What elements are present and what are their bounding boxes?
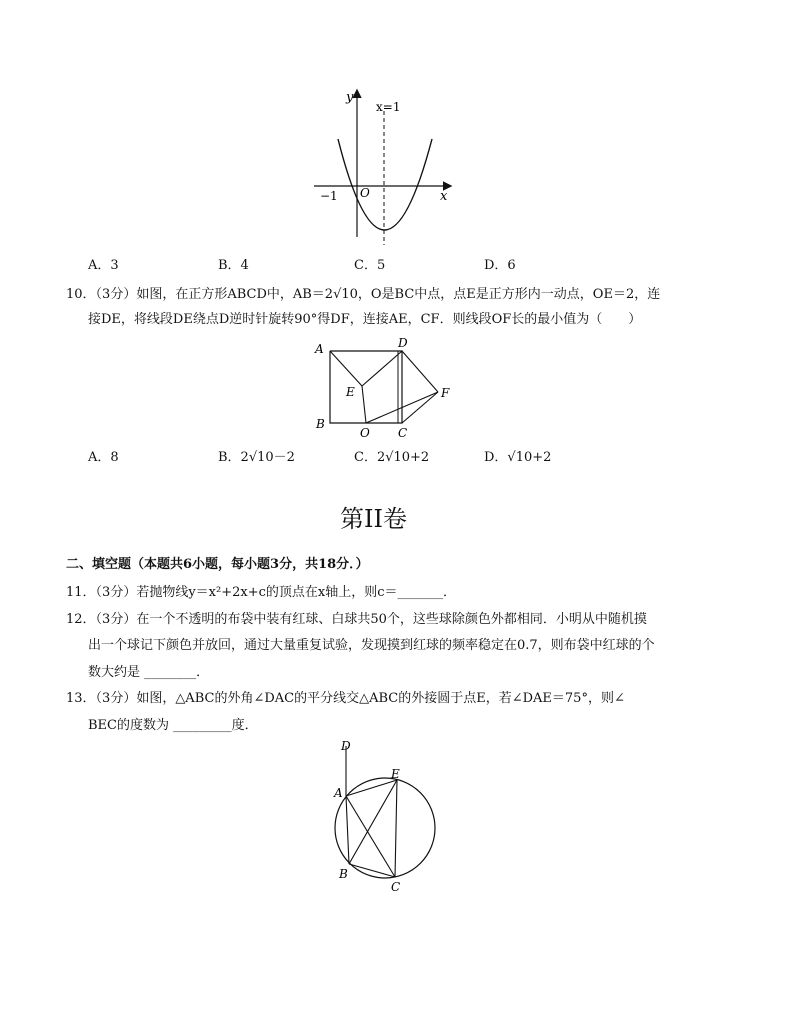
q10-option-c[interactable]: C．2√10+2: [354, 450, 430, 465]
parabola-curve: [338, 139, 432, 230]
q9-option-a[interactable]: A．3: [88, 258, 119, 273]
segment-ae: [330, 351, 362, 386]
q10-option-a[interactable]: A．8: [88, 450, 119, 465]
y-axis-label: y: [346, 90, 354, 105]
label-a: A: [334, 786, 343, 800]
q11-text: 11．（3分）若抛物线y＝x²+2x+c的顶点在x轴上，则c＝_______．: [66, 585, 456, 600]
q9-option-b[interactable]: B．4: [218, 258, 249, 273]
q9-option-c[interactable]: C．5: [354, 258, 386, 273]
label-f: F: [441, 386, 450, 400]
label-b: B: [339, 867, 348, 881]
q10-text-line1: 10．（3分）如图，在正方形ABCD中，AB＝2√10，O是BC中点，点E是正方形内一动点，OE＝2，连: [66, 287, 661, 302]
label-e: E: [391, 767, 400, 781]
segment-oe: [362, 386, 366, 423]
q10-option-b[interactable]: B．2√10－2: [218, 450, 295, 465]
segment-ec: [395, 780, 397, 877]
section2-title: 二、填空题（本题共6小题，每小题3分，共18分．）: [66, 557, 369, 572]
q12-text-line3: 数大约是 ________．: [88, 665, 210, 680]
label-b: B: [316, 417, 325, 431]
q9-option-d[interactable]: D．6: [484, 258, 516, 273]
q13-circle-figure: [325, 738, 445, 900]
symmetry-label: x=1: [376, 100, 401, 114]
q9-parabola-figure: [300, 85, 470, 245]
segment-ab: [346, 796, 349, 864]
segment-cf: [402, 392, 438, 423]
q10-option-d[interactable]: D．√10+2: [484, 450, 552, 465]
label-d: D: [398, 336, 408, 350]
q13-text-line1: 13．（3分）如图，△ABC的外角∠DAC的平分线交△ABC的外接圆于点E，若∠DAE＝75°，则∠: [66, 691, 625, 706]
label-a: A: [315, 342, 324, 356]
q12-text-line2: 出一个球记下颜色并放回，通过大量重复试验，发现摸到红球的频率稳定在0.7，则布袋中红球的个: [88, 638, 655, 653]
q13-text-line2: BEC的度数为 _________度．: [88, 718, 258, 733]
label-c: C: [391, 880, 401, 894]
label-d: D: [341, 739, 351, 753]
label-e: E: [346, 385, 355, 399]
q10-text-line2: 接DE，将线段DE绕点D逆时针旋转90°得DF，连接AE，CF．则线段OF长的最小值为（ ）: [88, 312, 642, 327]
origin-label: O: [360, 186, 370, 200]
segment-df: [402, 351, 438, 392]
q10-square-figure: [310, 336, 460, 442]
segment-de: [362, 351, 402, 386]
volume-title: 第II卷: [340, 505, 407, 533]
q12-text-line1: 12．（3分）在一个不透明的布袋中装有红球、白球共50个，这些球除颜色外都相同．小明从中随机摸: [66, 612, 647, 627]
label-o: O: [360, 426, 370, 440]
label-c: C: [398, 426, 408, 440]
x-axis-label: x: [440, 189, 448, 204]
neg-one-label: −1: [320, 189, 338, 203]
